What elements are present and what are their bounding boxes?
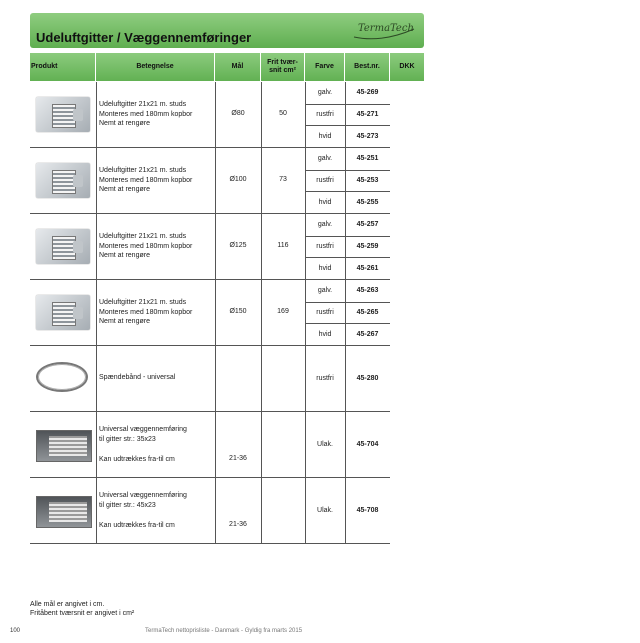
best-nr-value: 45-259: [356, 242, 379, 250]
maal-cell: [215, 346, 262, 411]
maal-value: Ø125: [229, 242, 247, 249]
maal-value: Ø80: [231, 110, 245, 117]
variant-row: [305, 346, 390, 411]
description-line: til gitter str.: 45x23: [99, 501, 156, 509]
frit-tvaersnit-value: 73: [279, 176, 287, 183]
frit-tvaersnit-cell: [261, 82, 306, 147]
table-row: [30, 148, 390, 214]
description-line: Spændebånd - universal: [99, 374, 176, 381]
frit-tvaersnit-value: 169: [277, 308, 289, 315]
farve-value: galv.: [305, 148, 346, 170]
col-header-produkt: Produkt: [30, 53, 96, 81]
sleeve-product-image: [36, 496, 92, 528]
col-header-frit-tvaersnit: Frit tvær- snit cm²: [261, 53, 305, 81]
description-line: Universal væggennemføring: [99, 492, 187, 499]
product-image-cell: [30, 214, 97, 279]
best-nr-value: 45-261: [356, 264, 379, 272]
variant-row: [305, 323, 390, 345]
grille-product-image: [36, 163, 90, 198]
best-nr-value: 45-255: [356, 198, 379, 206]
page-title: Udeluftgitter / Væggennemføringer: [36, 30, 252, 45]
farve-value: hvid: [305, 191, 346, 213]
description-line: Monteres med 180mm kopbor: [99, 176, 193, 184]
page-footer: TermaTech nettoprisliste - Danmark - Gyldig fra marts 2015: [145, 628, 303, 634]
farve-value: galv.: [305, 82, 346, 104]
description-line: Udeluftgitter 21x21 m. studs: [99, 101, 187, 108]
col-header-maal: Mål: [215, 53, 261, 81]
variant-row: [305, 170, 390, 193]
best-nr-value: 45-267: [356, 330, 379, 338]
maal-value: Ø100: [229, 176, 247, 183]
variant-group: [305, 280, 390, 345]
termatech-logo: [352, 19, 418, 41]
frit-tvaersnit-cell: [261, 280, 306, 345]
table-row: [30, 478, 390, 544]
maal-value: 21-36: [229, 455, 247, 462]
best-nr-value: 45-708: [356, 507, 379, 514]
variant-group: [305, 148, 390, 213]
col-header-farve: Farve: [305, 53, 345, 81]
description-line: Monteres med 180mm kopbor: [99, 242, 193, 250]
page-number: 100: [10, 628, 21, 634]
variant-row: [305, 478, 390, 543]
farve-value: hvid: [305, 323, 346, 345]
farve-value: rustfri: [305, 302, 346, 324]
grille-product-image: [36, 229, 90, 264]
frit-tvaersnit-cell: [261, 148, 306, 213]
farve-value: galv.: [305, 214, 346, 236]
logo-text: TermaTech: [358, 23, 414, 34]
best-nr-value: 45-269: [356, 89, 379, 97]
table-row: [30, 280, 390, 346]
variant-row: [305, 214, 390, 237]
description-line: Nemt at rengøre: [99, 186, 150, 193]
best-nr-value: 45-704: [356, 441, 379, 448]
maal-cell: [215, 280, 262, 345]
description-line: Kan udtrækkes fra-til cm: [99, 456, 175, 463]
best-nr-value: 45-271: [356, 110, 379, 118]
variant-group: [305, 82, 390, 147]
maal-cell: [215, 412, 262, 477]
variant-row: [305, 104, 390, 127]
description-line: Nemt at rengøre: [99, 120, 150, 127]
description-line: Monteres med 180mm kopbor: [99, 308, 193, 316]
sleeve-product-image: [36, 430, 92, 462]
footnote: Alle mål er angivet i cm.: [30, 601, 105, 608]
best-nr-value: 45-263: [356, 287, 379, 295]
product-image-cell: [30, 82, 97, 147]
footnote: Fritåbent tværsnit er angivet i cm²: [30, 610, 135, 617]
product-image-cell: [30, 346, 97, 411]
description-line: Udeluftgitter 21x21 m. studs: [99, 299, 187, 306]
variant-row: [305, 302, 390, 325]
frit-tvaersnit-value: 50: [279, 110, 287, 117]
description-cell: [96, 214, 216, 279]
variant-group: [305, 214, 390, 279]
table-row: [30, 214, 390, 280]
farve-value: hvid: [305, 257, 346, 279]
description-line: Udeluftgitter 21x21 m. studs: [99, 167, 187, 174]
variant-row: [305, 191, 390, 213]
farve-value: rustfri: [305, 346, 346, 411]
table-row: [30, 346, 390, 412]
frit-tvaersnit-cell: [261, 346, 306, 411]
variant-row: [305, 236, 390, 259]
variant-row: [305, 148, 390, 171]
frit-tvaersnit-cell: [261, 478, 306, 543]
frit-tvaersnit-value: 116: [277, 242, 289, 249]
product-table: [30, 82, 390, 544]
table-row: [30, 82, 390, 148]
grille-product-image: [36, 97, 90, 132]
farve-value: Ulak.: [305, 412, 346, 477]
best-nr-value: 45-251: [356, 155, 379, 163]
farve-value: rustfri: [305, 236, 346, 258]
footnotes: [30, 600, 134, 618]
best-nr-value: 45-280: [356, 375, 379, 382]
grille-product-image: [36, 295, 90, 330]
description-line: til gitter str.: 35x23: [99, 435, 156, 443]
description-cell: [96, 346, 216, 411]
variant-row: [305, 82, 390, 105]
farve-value: rustfri: [305, 170, 346, 192]
maal-value: 21-36: [229, 521, 247, 528]
best-nr-value: 45-253: [356, 176, 379, 184]
variant-row: [305, 257, 390, 279]
variant-row: [305, 125, 390, 147]
logo-swoosh-icon: [352, 19, 418, 41]
variant-row: [305, 280, 390, 303]
description-line: Nemt at rengøre: [99, 318, 150, 325]
description-cell: [96, 478, 216, 543]
variant-group: [305, 346, 390, 411]
variant-group: [305, 478, 390, 543]
product-image-cell: [30, 148, 97, 213]
maal-value: Ø150: [229, 308, 247, 315]
section-header: [30, 13, 424, 48]
farve-value: Ulak.: [305, 478, 346, 543]
farve-value: hvid: [305, 125, 346, 147]
description-cell: [96, 280, 216, 345]
farve-value: galv.: [305, 280, 346, 302]
description-cell: [96, 148, 216, 213]
product-image-cell: [30, 412, 97, 477]
variant-row: [305, 412, 390, 477]
col-header-best-nr: Best.nr.: [345, 53, 390, 81]
frit-tvaersnit-cell: [261, 214, 306, 279]
col-header-betegnelse: Betegnelse: [96, 53, 215, 81]
description-cell: [96, 412, 216, 477]
product-image-cell: [30, 280, 97, 345]
band-product-image: [36, 356, 90, 400]
maal-cell: [215, 148, 262, 213]
description-cell: [96, 82, 216, 147]
maal-cell: [215, 82, 262, 147]
best-nr-value: 45-273: [356, 132, 379, 140]
maal-cell: [215, 214, 262, 279]
description-line: Kan udtrækkes fra-til cm: [99, 522, 175, 529]
frit-tvaersnit-cell: [261, 412, 306, 477]
col-header-dkk: DKK: [390, 53, 424, 81]
farve-value: rustfri: [305, 104, 346, 126]
description-line: Nemt at rengøre: [99, 252, 150, 259]
maal-cell: [215, 478, 262, 543]
best-nr-value: 45-265: [356, 308, 379, 316]
description-line: Monteres med 180mm kopbor: [99, 110, 193, 118]
product-image-cell: [30, 478, 97, 543]
best-nr-value: 45-257: [356, 221, 379, 229]
table-row: [30, 412, 390, 478]
description-line: Udeluftgitter 21x21 m. studs: [99, 233, 187, 240]
variant-group: [305, 412, 390, 477]
description-line: Universal væggennemføring: [99, 426, 187, 433]
